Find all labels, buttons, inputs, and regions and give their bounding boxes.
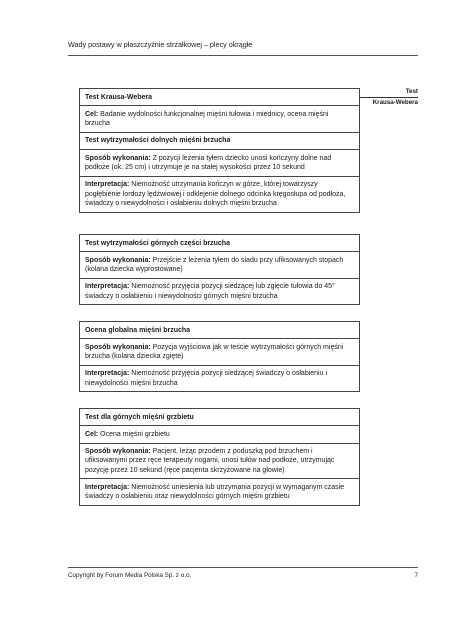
row-label: Interpretacja: xyxy=(85,370,130,378)
running-header: Wady postawy w płaszczyźnie strzałkowej – plecy okrągłe xyxy=(68,40,253,49)
interpretation-row xyxy=(80,479,359,505)
row-label: Cel: xyxy=(85,430,99,438)
row-text: Pacjent, leżąc przodem z poduszką pod brzuchem i ufiksowanymi przez ręce terapeuty nogami, unosi tułów nad podłoże, utrzymując pozycję przez 10 sekund (ręce pacjenta skrzyżowane na głowie) xyxy=(85,448,335,474)
side-note-line-1: Test xyxy=(405,88,418,95)
interpretation-row xyxy=(80,279,359,305)
side-note-line-2: Krausa-Webera xyxy=(372,99,418,106)
test-box-global-abdominal xyxy=(79,321,360,392)
row-text: Badanie wydolności funkcjonalnej mięśni tułowia i miednicy, ocena mięśni brzucha xyxy=(85,110,329,128)
method-row xyxy=(80,339,359,366)
row-text: Niemożność przyjęcia pozycji siedzącej świadczy o osłabieniu i niewydolności mięśni brzucha xyxy=(85,370,327,387)
row-label: Interpretacja: xyxy=(85,181,130,189)
row-label: Cel: xyxy=(85,110,99,118)
test-box-krausa-webera xyxy=(79,88,360,213)
row-label: Interpretacja: xyxy=(85,283,130,291)
subtest-title: Test wytrzymałości dolnych mięśni brzucha xyxy=(80,133,359,150)
header-divider xyxy=(68,55,418,56)
page-number: 7 xyxy=(414,572,418,579)
box-title: Test Krausa-Webera xyxy=(80,89,359,106)
row-text: Niemożność uniesienia lub utrzymania pozycji w wymaganym czasie świadczy o osłabieniu oraz niewydolności górnych mięśni grzbietu xyxy=(85,483,345,501)
row-text: Przejście z leżenia tyłem do siadu przy ufiksowanych stopach (kolana dziecka wyprostowane) xyxy=(85,256,344,274)
row-text: Pozycja wyjściowa jak w teście wytrzymałości górnych mięśni brzucha (kolana dziecka zgięte) xyxy=(85,343,344,361)
row-label: Sposób wykonania: xyxy=(85,256,151,264)
method-row xyxy=(80,252,359,279)
interpretation-row xyxy=(80,177,359,212)
row-text: Niemożność utrzymania kończyn w górze, której towarzyszy pogłębienie lordozy lędźwiowej i odklejenie dolnego odcinka kręgosłupa od podłoża, świadczy o niewydolności i osłabieniu dolnych mięśni brzucha xyxy=(85,181,346,207)
box-title: Test wytrzymałości górnych części brzucha xyxy=(80,235,359,252)
box-title: Test dla górnych mięśni grzbietu xyxy=(80,409,359,426)
row-label: Sposób wykonania: xyxy=(85,343,151,351)
method-row xyxy=(80,150,359,177)
footer-divider xyxy=(68,567,418,568)
row-label: Sposób wykonania: xyxy=(85,448,151,456)
test-box-upper-back xyxy=(79,408,360,506)
row-label: Sposób wykonania: xyxy=(85,154,151,162)
box-title: Ocena globalna mięśni brzucha xyxy=(80,322,359,339)
goal-row xyxy=(80,106,359,133)
row-label: Interpretacja: xyxy=(85,483,130,491)
interpretation-row xyxy=(80,366,359,392)
test-box-upper-abdominal xyxy=(79,234,360,305)
goal-row xyxy=(80,426,359,443)
row-text: Z pozycji leżenia tyłem dziecko unosi kończyny dolne nad podłoże (ok. 25 cm) i utrzymuje je na stałej wysokości przez 10 sekund xyxy=(85,154,332,171)
copyright-notice: Copyright by Forum Media Polska Sp. z o.o. xyxy=(68,572,192,579)
method-row xyxy=(80,444,359,480)
row-text: Ocena mięśni grzbietu xyxy=(98,430,170,438)
row-text: Niemożność przyjęcia pozycji siedzącej lub zgięcie tułowia do 45° świadczy o osłabieniu i niewydolności górnych mięśni brzucha xyxy=(85,283,335,300)
